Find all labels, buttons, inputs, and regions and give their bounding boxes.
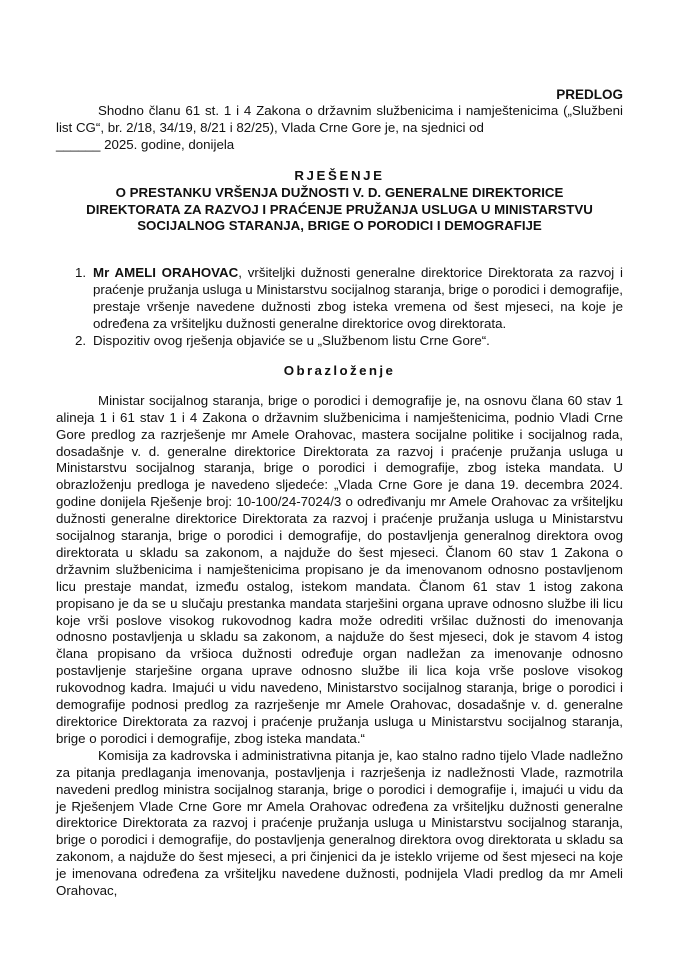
intro-paragraph — [56, 103, 623, 154]
document-subtitle-line2: DIREKTORATA ZA RAZVOJ I PRAĆENJE PRUŽANJA USLUGA U MINISTARSTVU — [86, 201, 593, 217]
item-text: Dispozitiv ovog rješenja objaviće se u „Službenom listu Crne Gore“. — [93, 332, 490, 348]
document-subtitle-line1: O PRESTANKU VRŠENJA DUŽNOSTI V. D. GENERALNE DIREKTORICE — [115, 184, 564, 200]
item-text: , vršiteljki dužnosti generalne direktorice Direktorata za razvoj i praćenje pružanja usluga u Ministarstvu socijalnog staranja, brige o porodici i demografije, prestaje vršenje navedene dužnosti zbog isteka vremena od šest mjeseci, na koje je određena za vršiteljku dužnosti generalne direktorice ovog direktorata. — [93, 265, 623, 332]
decision-item — [56, 333, 623, 350]
item-bold-name: Mr AMELI ORAHOVAC — [93, 265, 239, 281]
obrazlozenje-heading: Obrazloženje — [283, 362, 396, 378]
document-label-predlog: PREDLOG — [556, 87, 623, 102]
obrazlozenje-paragraph-2: Komisija za kadrovska i administrativna pitanja je, kao stalno radno tijelo Vlade nadležno za pitanja predlaganja imenovanja, postavljenja i razrješenja iz nadležnosti Vlade, razmotrila navedeni predlog ministra socijalnog staranja, brige o porodici i demografije i, imajući u vidu da je Rješenjem Vlade Crne Gore mr Amela Orahovac određena za vršiteljku dužnosti generalne direktorice Direktorata za razvoj i praćenje pružanja usluga u Ministarstvu socijalnog staranja, brige o porodici i demografije, do postavljenja generalnog direktora ovog direktorata u skladu sa zakonom, a najduže do šest mjeseci, a pri činjenici da je isteklo vrijeme od šest mjeseci na koje je imenovana određena za vršiteljku navedene dužnosti, podnijela Vladi predlog da mr Ameli Orahovac, — [56, 747, 623, 899]
intro-text-after: 2025. godine, donijela — [104, 136, 235, 152]
obrazlozenje-paragraph-1: Ministar socijalnog staranja, brige o porodici i demografije je, na osnovu člana 60 stav 1 alineja 1 i 61 stav 1 i 4 Zakona o državnim službenicima i namještenicima, podnio Vladi Crne Gore predlog za razrješenje mr Amele Orahovac, mastera socijalne politike i socijalnog rada, dosadašnje v. d. generalne direktorice Direktorata za razvoj i praćenje pružanja usluga u Ministarstvu socijalnog staranja, brige o porodici i demografije, zbog isteka mandata. U obrazloženju predloga je navedeno sljedeće: „Vlada Crne Gore je dana 19. decembra 2024. godine donijela Rješenje broj: 10-100/24-7024/3 o određivanju mr Amele Orahovac za vršiteljku dužnosti generalne direktorice Direktorata za razvoj i praćenje pružanja usluga u Ministarstvu socijalnog staranja, brige o porodici i demografije, do postavljenja generalnog direktora ovog direktorata u skladu sa zakonom, a najduže do šest mjeseci. Članom 60 stav 1 Zakona o državnim službenicima i namještenicima propisano je da imenovanom odnosno postavljenom licu prestaje mandat, između ostalog, istekom mandata. Članom 61 stav 1 istog zakona propisano je da se u slučaju prestanka mandata starješini organa uprave odnosno službe ili licu koje vrši poslove visokog rukovodnog kadra može odrediti vršilac dužnosti do imenovanja odnosno postavljenja u skladu sa zakonom, a najduže do šest mjeseci, dok je stavom 4 istog člana propisano da vršioca dužnosti određuje organ nadležan za imenovanje odnosno postavljenje starješine organa uprave odnosno službe ili lica koja vrše poslove visokog rukovodnog kadra. Imajući u vidu navedeno, Ministarstvo socijalnog staranja, brige o porodici i demografije podnosi predlog za razrješenje mr Amele Orahovac, dosadašnje v. d. generalne direktorice Direktorata za razvoj i praćenje pružanja usluga u Ministarstvu socijalnog staranja, brige o porodici i demografije, zbog isteka mandata.“ — [56, 392, 623, 746]
document-subtitle-line3: SOCIJALNOG STARANJA, BRIGE O PORODICI I DEMOGRAFIJE — [137, 218, 542, 234]
item-number: 1. — [75, 265, 87, 281]
intro-text-before: Shodno članu 61 st. 1 i 4 Zakona o državnim službenicima i namještenicima („Službeni list CG“, br. 2/18, 34/19, 8/21 i 82/25), Vlada Crne Gore je, na sjednici od — [56, 103, 623, 135]
title-block — [56, 168, 623, 236]
decision-item — [56, 265, 623, 333]
item-number: 2. — [75, 332, 87, 348]
document-page — [56, 86, 623, 900]
date-blank: ______ — [56, 136, 101, 152]
decision-items — [56, 265, 623, 350]
document-title: RJEŠENJE — [294, 167, 385, 183]
